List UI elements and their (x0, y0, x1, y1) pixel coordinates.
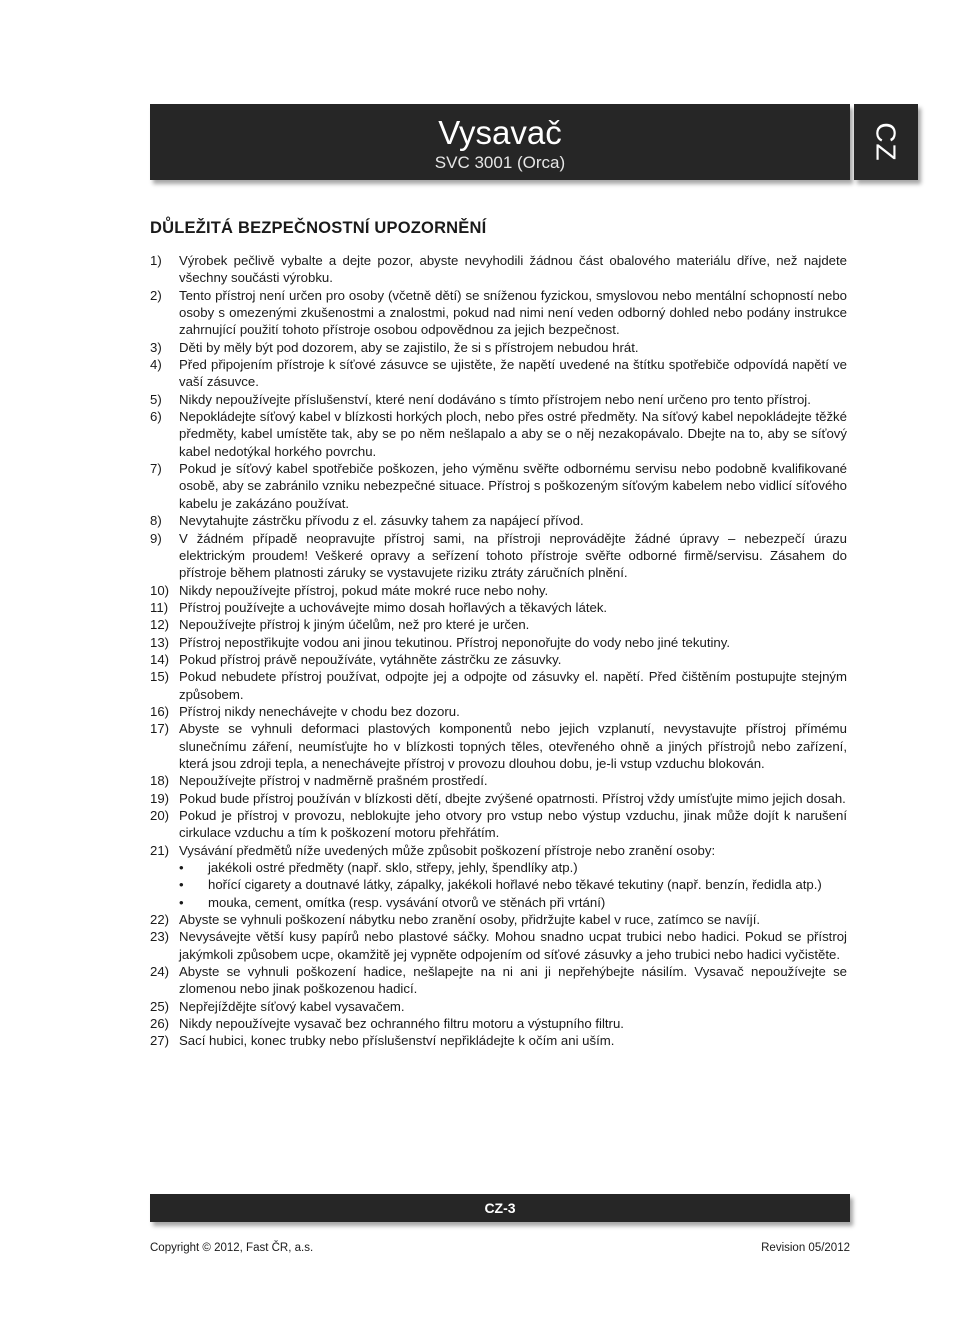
item-text: V žádném případě neopravujte přístroj sami, na přístroji neprovádějte žádné úpravy – nebezpečí úrazu elektrickým proudem! Veškeré opravy a seřízení tohoto přístroje svěřte odborné firmě/servisu. Zásahem do přístroje během platnosti záruky se vystavujete riziku ztráty záručních plnění. (179, 530, 847, 581)
item-text: Nepřejíždějte síťový kabel vysavačem. (179, 998, 405, 1014)
item-number: 26) (150, 1016, 170, 1032)
item-text: Přístroj používejte a uchovávejte mimo dosah hořlavých a těkavých látek. (179, 599, 608, 615)
item-text: Nepoužívejte přístroj v nadměrně prašném prostředí. (179, 773, 488, 789)
item-text: Abyste se vyhnuli poškození nábytku nebo zranění osoby, přidržujte kabel v ruce, zatímco se navíjí. (179, 912, 761, 928)
bullet-icon: • (179, 877, 184, 893)
list-item (150, 651, 847, 668)
list-item (150, 252, 847, 287)
item-text: Abyste se vyhnuli poškození hadice, nešlapejte na ni ani ji nepřehýbejte násilím. Vysavač nepoužívejte se zlomenou nebo jinak poškozenou hadicí. (179, 964, 847, 997)
list-item (150, 1015, 847, 1032)
item-number: 11) (150, 599, 169, 615)
item-number: 6) (150, 409, 162, 425)
item-number: 20) (150, 808, 170, 823)
list-item (150, 634, 847, 651)
item-number: 5) (150, 391, 162, 407)
list-item (150, 408, 847, 460)
bullet-text: hořící cigarety a doutnavé látky, zápalky, jakékoli hořlavé nebo těkavé tekutiny (např. benzín, ředidla atp.) (208, 877, 822, 893)
bullet-text: jakékoli ostré předměty (např. sklo, střepy, jehly, špendlíky atp.) (208, 860, 578, 876)
list-item (150, 911, 847, 928)
item-text: Nikdy nepoužívejte vysavač bez ochranného filtru motoru a výstupního filtru. (179, 1016, 624, 1032)
list-item (150, 998, 847, 1015)
item-text: Vysávání předmětů níže uvedených může způsobit poškození přístroje nebo zranění osoby: (179, 842, 716, 858)
item-text: Nevysávejte větší kusy papírů nebo plastové sáčky. Mohou snadno ucpat trubici nebo hadici. Pokud se přístroj jakýmkoli způsobem ucpe, okamžitě jej vypněte odpojením od síťové zásuvky a jeho trubici nebo hadici vyčistěte. (179, 929, 847, 962)
list-item (150, 772, 847, 789)
page-number: CZ-3 (484, 1200, 516, 1216)
list-item (150, 703, 847, 720)
item-number: 27) (150, 1033, 170, 1049)
item-number: 10) (150, 582, 170, 598)
list-item (150, 842, 847, 911)
title-banner (150, 104, 850, 180)
item-text: Pokud je síťový kabel spotřebiče poškozen, jeho výměnu svěřte odbornému servisu nebo podobně kvalifikované osobě, aby se zabránilo vzniku nebezpečné situace. Přístroj s poškozeným síťovým kabelem nebo vidlicí síťového kabelu je zakázáno používat. (179, 461, 847, 511)
list-item (150, 512, 847, 529)
item-number: 25) (150, 998, 170, 1014)
item-text: Nepoužívejte přístroj k jiným účelům, než pro které je určen. (179, 617, 530, 633)
item-text: Pokud je přístroj v provozu, neblokujte jeho otvory pro vstup nebo výstup vzduchu, jinak může dojít k narušení cirkulace vzduchu a tím k poškození motoru přehřátím. (179, 808, 847, 841)
item-number: 7) (150, 461, 162, 477)
list-item (150, 928, 847, 963)
item-number: 17) (150, 721, 170, 737)
list-item (150, 790, 847, 807)
item-number: 2) (150, 287, 162, 303)
list-item (150, 616, 847, 633)
item-text: Nepokládejte síťový kabel v blízkosti horkých ploch, nebo přes ostré předměty. Na síťový kabel nepokládejte těžké předměty, kabel umístěte tak, aby se po něm nešlapalo a aby se o něj nezakopávalo. Dbejte na to, aby se síťový kabel nedotýkal horkého povrchu. (179, 409, 847, 459)
item-number: 14) (150, 651, 170, 667)
copyright-text: Copyright © 2012, Fast ČR, a.s. (150, 1242, 314, 1254)
item-text: Nikdy nepoužívejte příslušenství, které není dodáváno s tímto přístrojem nebo není určeno pro tento přístroj. (179, 391, 811, 407)
item-text: Tento přístroj není určen pro osoby (včetně dětí) se sníženou fyzickou, smyslovou nebo mentální schopností nebo osoby s omezenými zkušenostmi a znalostmi, pokud nad nimi není veden odborný dohled nebo podány instrukce zahrnující použití tohoto přístroje osobou odpovědnou za jejich bezpečnost. (179, 287, 847, 338)
item-number: 4) (150, 357, 162, 373)
list-item (150, 530, 847, 582)
list-item (150, 668, 847, 703)
list-item (150, 287, 847, 339)
list-item (150, 807, 847, 842)
list-item (150, 356, 847, 391)
bullet-icon: • (179, 894, 184, 910)
bullet-item (179, 876, 847, 893)
section-heading: DŮLEŽITÁ BEZPEČNOSTNÍ UPOZORNĚNÍ (150, 219, 487, 237)
model-subtitle: SVC 3001 (Orca) (434, 153, 566, 172)
list-item (150, 720, 847, 772)
item-text: Děti by měly být pod dozorem, aby se zajistilo, že si s přístrojem nebudou hrát. (179, 339, 639, 355)
item-text: Pokud přístroj právě nepoužíváte, vytáhněte zástrčku ze zásuvky. (179, 651, 562, 667)
safety-instructions-list (150, 252, 847, 1050)
bullet-item (179, 894, 847, 911)
bullet-icon: • (179, 860, 184, 876)
bullet-text: mouka, cement, omítka (resp. vysávání otvorů ve stěnách při vrtání) (208, 894, 606, 910)
list-item (150, 339, 847, 356)
item-text: Před připojením přístroje k síťové zásuvce se ujistěte, že napětí uvedené na štítku spotřebiče odpovídá napětí ve vaší zásuvce. (179, 357, 847, 390)
item-number: 19) (150, 790, 170, 806)
item-text: Nevytahujte zástrčku přívodu z el. zásuvky tahem za napájecí přívod. (179, 513, 584, 529)
list-item (150, 599, 847, 616)
item-text: Sací hubici, konec trubky nebo příslušenství nepřikládejte k očím ani uším. (179, 1033, 615, 1049)
item-number: 3) (150, 339, 162, 355)
list-item (150, 1032, 847, 1049)
language-tab (854, 104, 918, 180)
item-text: Nikdy nepoužívejte přístroj, pokud máte mokré ruce nebo nohy. (179, 582, 549, 598)
item-text: Výrobek pečlivě vybalte a dejte pozor, abyste nevyhodili žádnou část obalového materiálu dříve, než najdete všechny součásti výrobku. (179, 253, 847, 286)
item-number: 22) (150, 912, 170, 928)
item-text: Pokud bude přístroj používán v blízkosti dětí, dbejte zvýšené opatrnosti. Přístroj vždy umísťujte mimo jejich dosah. (179, 790, 846, 806)
item-number: 8) (150, 513, 162, 529)
item-number: 15) (150, 669, 170, 685)
item-number: 9) (150, 530, 162, 546)
page-title: Vysavač (438, 114, 562, 151)
bullet-list (179, 859, 847, 911)
item-number: 21) (150, 842, 170, 858)
item-text: Pokud nebudete přístroj používat, odpojte jej a odpojte od zásuvky el. napětí. Před čištěním postupujte stejným způsobem. (179, 669, 847, 702)
language-code: CZ (870, 122, 902, 162)
list-item (150, 582, 847, 599)
item-number: 16) (150, 703, 170, 719)
item-number: 23) (150, 929, 170, 945)
item-number: 18) (150, 773, 170, 789)
item-number: 24) (150, 964, 170, 980)
list-item (150, 460, 847, 512)
item-text: Abyste se vyhnuli deformaci plastových komponentů nebo jejich vzplanutí, nevystavujte přístroj přímému slunečnímu záření, neumísťujte ho v blízkosti topných těles, otevřeného ohně a jiných přístrojů nebo zařízení, která jsou zdroji tepla, a nenechávejte přístroj v provozu dlouhou dobu, je-li vstup vzduchu blokován. (179, 721, 847, 771)
item-number: 13) (150, 634, 170, 650)
item-number: 1) (150, 253, 162, 268)
list-item (150, 963, 847, 998)
revision-text: Revision 05/2012 (761, 1242, 850, 1254)
list-item (150, 391, 847, 408)
item-text: Přístroj nikdy nenechávejte v chodu bez dozoru. (179, 703, 460, 719)
item-number: 12) (150, 617, 170, 633)
item-text: Přístroj nepostřikujte vodou ani jinou tekutinou. Přístroj neponořujte do vody nebo jiné tekutiny. (179, 634, 731, 650)
bullet-item (179, 859, 847, 876)
page-number-bar (150, 1194, 850, 1222)
